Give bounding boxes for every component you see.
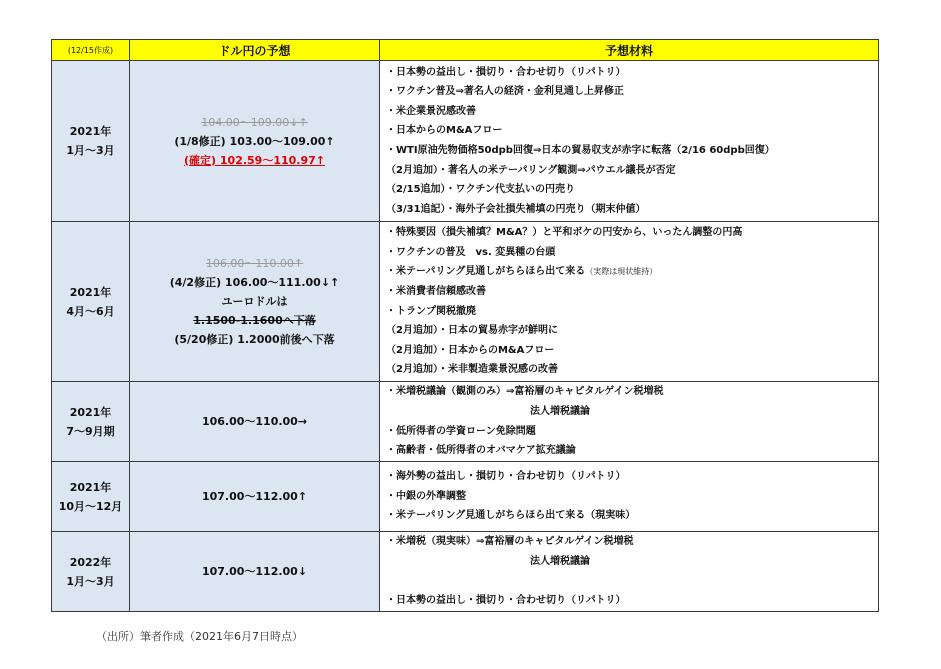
- list-item: ・中銀の外準調整: [386, 490, 466, 502]
- list-item: ・日本からのM&Aフロー: [386, 125, 503, 137]
- period-cell: [52, 382, 130, 462]
- period-year: 2021年: [69, 125, 112, 138]
- forecast-euro-struck: 1.1500-1.1600へ下落: [193, 314, 316, 327]
- table-row: [52, 222, 879, 382]
- list-item: （2月追加）・著名人の米テーパリング観測⇒パウエル議長が否定: [386, 164, 676, 176]
- header-row: [52, 40, 879, 61]
- materials-cell: [380, 462, 879, 532]
- list-item: （2/15追加）・ワクチン代支払いの円売り: [386, 184, 576, 196]
- list-item: ・米消費者信頼感改善: [386, 285, 486, 297]
- forecast-struck: 104.00～109.00↓↑: [201, 115, 308, 129]
- forecast-euro-revised: (5/20修正) 1.2000前後へ下落: [174, 333, 335, 346]
- list-item: ・日本勢の益出し・損切り・合わせ切り（リパトリ）: [386, 595, 626, 607]
- header-date-note: (12/15作成): [52, 40, 130, 61]
- header-materials: 予想材料: [380, 40, 879, 61]
- period-range: 4月～6月: [66, 304, 115, 318]
- period-cell: [52, 61, 130, 222]
- list-item: （3/31追記）・海外子会社損失補填の円売り（期末仲値）: [386, 203, 646, 215]
- period-year: 2021年: [69, 480, 112, 494]
- forecast-table: [51, 39, 879, 612]
- list-item: ・日本勢の益出し・損切り・合わせ切り（リパトリ）: [386, 66, 626, 78]
- list-item: ・トランプ関税撤廃: [386, 305, 476, 317]
- forecast-struck: 106.00～110.00↑: [205, 257, 304, 270]
- period-year: 2021年: [69, 285, 112, 299]
- list-item: ・米増税（現実味）⇒富裕層のキャピタルゲイン税増税: [386, 536, 634, 548]
- period-year: 2022年: [69, 555, 112, 569]
- materials-cell: [380, 382, 879, 462]
- materials-cell: [380, 61, 879, 222]
- forecast-cell: [130, 222, 380, 382]
- forecast-revised: (4/2修正) 106.00～111.00↓↑: [169, 276, 340, 289]
- materials-cell: [380, 222, 879, 382]
- forecast-cell: 107.00～112.00↓: [130, 532, 380, 612]
- table-row: [52, 462, 879, 532]
- period-range: 7～9月期: [66, 424, 115, 438]
- table-row: [52, 532, 879, 612]
- forecast-cell: 106.00～110.00→: [130, 382, 380, 462]
- list-item: ・WTI原油先物価格50dpb回復⇒日本の貿易収支が赤字に転落（2/16 60dpb回復）: [386, 145, 775, 156]
- list-item-continued: 法人増税議論: [530, 405, 590, 417]
- list-item: ・ワクチンの普及 vs. 変異種の台頭: [386, 246, 556, 258]
- list-item-note: （実際は現状維持）: [585, 267, 658, 277]
- list-item: ・米テーパリング見通しがちらほら出て来る（現実味）: [386, 510, 636, 522]
- list-item: [386, 262, 878, 282]
- forecast-cell: 107.00～112.00↑: [130, 462, 380, 532]
- list-item-continued: 法人増税議論: [530, 555, 590, 567]
- list-item: ・高齢者・低所得者のオバマケア拡充議論: [386, 445, 576, 457]
- period-range: 1月～3月: [66, 574, 115, 588]
- list-item: ・海外勢の益出し・損切り・合わせ切り（リパトリ）: [386, 471, 626, 483]
- forecast-revised: (1/8修正) 103.00～109.00↑: [174, 134, 335, 148]
- materials-cell: [380, 532, 879, 612]
- period-range: 10月～12月: [58, 499, 123, 513]
- period-cell: [52, 532, 130, 612]
- period-range: 1月～3月: [66, 144, 115, 157]
- list-item: （2月追加）・日本からのM&Aフロー: [386, 344, 555, 356]
- forecast-cell: [130, 61, 380, 222]
- list-item-text: ・米テーパリング見通しがちらほら出て来る: [386, 266, 586, 278]
- blank-line: [386, 572, 878, 592]
- forecast-confirmed: (確定) 102.59～110.97↑: [184, 153, 325, 167]
- list-item: ・特殊要因（損失補填？M&A？）と平和ボケの円安から、いったん調整の円高: [386, 227, 743, 239]
- list-item: ・米増税議論（観測のみ）⇒富裕層のキャピタルゲイン税増税: [386, 386, 664, 398]
- forecast-euro-label: ユーロドルは: [221, 295, 288, 308]
- list-item: ・低所得者の学資ローン免除問題: [386, 425, 536, 437]
- table-row: [52, 61, 879, 222]
- period-cell: [52, 222, 130, 382]
- period-cell: [52, 462, 130, 532]
- list-item: （2月追加）・日本の貿易赤字が鮮明に: [386, 325, 558, 337]
- list-item: ・ワクチン普及⇒著名人の経済・金利見通し上昇修正: [386, 86, 624, 98]
- list-item: （2月追加）・米非製造業景況感の改善: [386, 364, 558, 376]
- period-year: 2021年: [69, 405, 112, 419]
- header-forecast: ドル円の予想: [130, 40, 380, 61]
- table-row: [52, 382, 879, 462]
- source-note: （出所）筆者作成（2021年6月7日時点）: [96, 630, 303, 643]
- list-item: ・米企業景況感改善: [386, 105, 476, 117]
